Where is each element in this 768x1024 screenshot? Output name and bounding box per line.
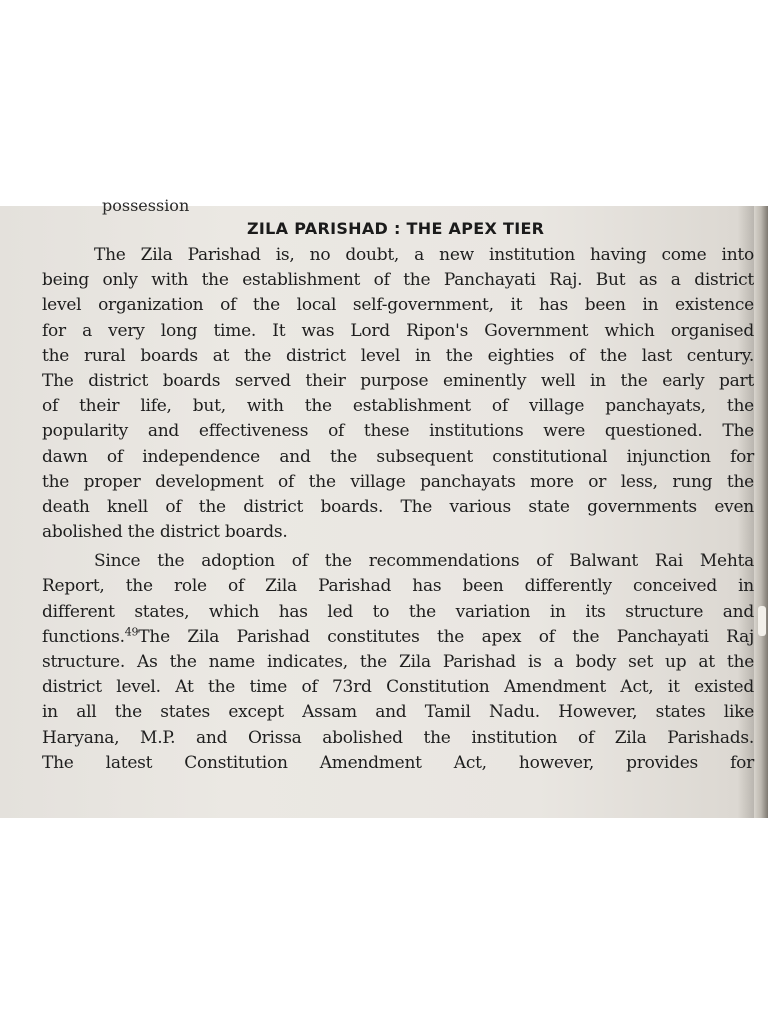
text-line: different states, which has led to the variation in its structure and bbox=[42, 601, 754, 622]
paragraph-2 bbox=[42, 549, 754, 776]
section-heading: ZILA PARISHAD : THE APEX TIER bbox=[247, 219, 545, 238]
text-line: Haryana, M.P. and Orissa abolished the institution of Zila Parishads. bbox=[42, 727, 754, 748]
text-line: death knell of the district boards. The various state governments even bbox=[42, 496, 754, 517]
text-line: structure. As the name indicates, the Zila Parishad is a body set up at the bbox=[42, 652, 754, 672]
text-line: dawn of independence and the subsequent constitutional injunction for bbox=[42, 446, 754, 467]
footnote-marker: 49 bbox=[124, 625, 139, 639]
text-line: The latest Constitution Amendment Act, however, provides for bbox=[42, 752, 754, 773]
text-line: for a very long time. It was Lord Ripon's Government which organised bbox=[42, 320, 754, 341]
text-fragment: functions. bbox=[42, 626, 125, 647]
text-line: the rural boards at the district level in the eighties of the last century. bbox=[42, 345, 754, 366]
text-line-with-footnote bbox=[42, 625, 754, 650]
text-line: level organization of the local self-government, it has been in existence bbox=[42, 295, 754, 316]
text-line: The Zila Parishad is, no doubt, a new institution having come into bbox=[94, 245, 754, 265]
text-line: The district boards served their purpose eminently well in the early part bbox=[42, 370, 754, 391]
text-line: district level. At the time of 73rd Constitution Amendment Act, it existed bbox=[42, 677, 754, 698]
text-line: in all the states except Assam and Tamil Nadu. However, states like bbox=[42, 702, 754, 723]
page-binding-edge bbox=[754, 206, 768, 818]
text-line: of their life, but, with the establishment of village panchayats, the bbox=[42, 396, 754, 417]
text-line: the proper development of the village panchayats more or less, rung the bbox=[42, 471, 754, 492]
text-line: Since the adoption of the recommendations of Balwant Rai Mehta bbox=[94, 551, 754, 572]
cut-off-text: possession bbox=[102, 196, 190, 215]
text-line: popularity and effectiveness of these institutions were questioned. The bbox=[42, 421, 754, 442]
text-line: Report, the role of Zila Parishad has been differently conceived in bbox=[42, 576, 754, 597]
page-text bbox=[42, 196, 754, 776]
book-page-photo bbox=[0, 196, 768, 818]
text-fragment: The Zila Parishad constitutes the apex of the Panchayati Raj bbox=[138, 626, 754, 647]
paragraph-1 bbox=[42, 243, 754, 545]
text-line: being only with the establishment of the Panchayati Raj. But as a district bbox=[42, 270, 754, 291]
text-line: abolished the district boards. bbox=[42, 522, 288, 543]
